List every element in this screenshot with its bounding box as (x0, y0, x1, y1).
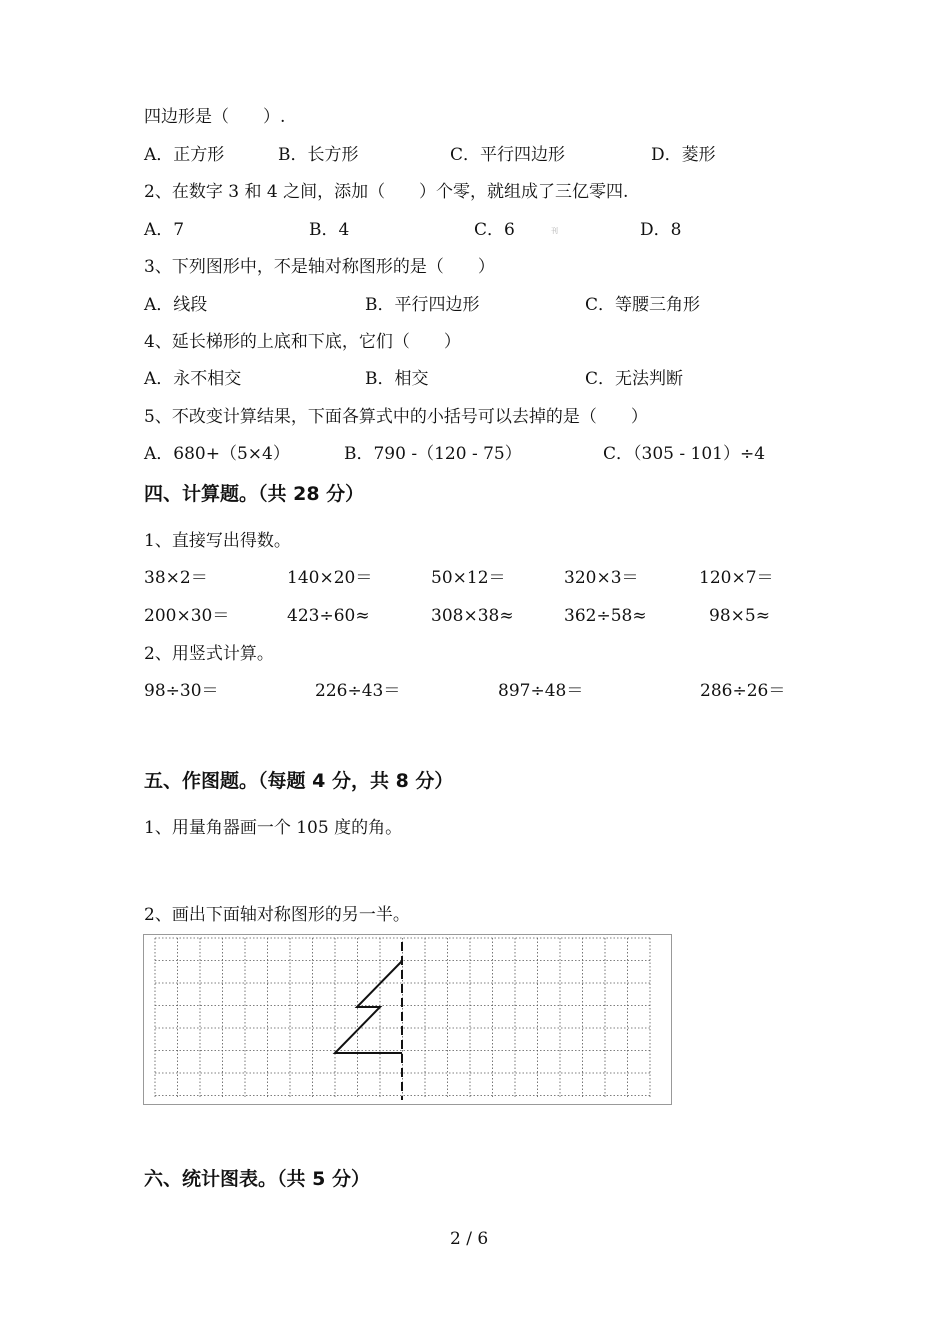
calc-item: 120×7＝ (699, 568, 774, 588)
section-5-title: 五、作图题。（每题 4 分，共 8 分） (144, 770, 454, 792)
calc-item: 140×20＝ (287, 568, 373, 588)
option-a: A．线段 (144, 295, 208, 315)
option-a: A．680+（5×4） (144, 444, 290, 464)
section-5-part-2: 2、画出下面轴对称图形的另一半。 (144, 905, 410, 925)
option-c: C．平行四边形 (450, 145, 566, 165)
question-stem: 四边形是（ ）. (144, 107, 286, 127)
calc-item: 320×3＝ (564, 568, 639, 588)
option-a: A．正方形 (144, 145, 225, 165)
calc-item: 362÷58≈ (564, 606, 647, 626)
option-c: C．等腰三角形 (585, 295, 701, 315)
option-b: B．长方形 (278, 145, 359, 165)
calc-item: 98÷30＝ (144, 681, 219, 701)
question-2-stem: 2、在数字 3 和 4 之间，添加（ ）个零，就组成了三亿零四. (144, 182, 629, 202)
question-4-stem: 4、延长梯形的上底和下底，它们（ ） (144, 332, 461, 352)
option-a: A．7 (144, 220, 185, 240)
option-d: D．8 (640, 220, 682, 240)
question-3-stem: 3、下列图形中，不是轴对称图形的是（ ） (144, 257, 495, 277)
calc-item: 38×2＝ (144, 568, 208, 588)
calc-item: 308×38≈ (431, 606, 514, 626)
option-b: B．790 -（120 - 75） (344, 444, 522, 464)
calc-item: 226÷43＝ (315, 681, 401, 701)
calc-item: 200×30＝ (144, 606, 230, 626)
section-5-part-1: 1、用量角器画一个 105 度的角。 (144, 818, 403, 838)
section-4-part-2: 2、用竖式计算。 (144, 644, 274, 664)
option-a: A．永不相交 (144, 369, 242, 389)
option-b: B．相交 (365, 369, 429, 389)
option-d: D．菱形 (651, 145, 716, 165)
option-c: C．无法判断 (585, 369, 684, 389)
page-number: 2 / 6 (450, 1229, 489, 1249)
section-6-title: 六、统计图表。（共 5 分） (144, 1168, 370, 1190)
option-b: B．4 (309, 220, 350, 240)
symmetry-grid-figure (143, 934, 673, 1106)
stray-mark: 刊 (551, 227, 558, 235)
calc-item: 897÷48＝ (498, 681, 584, 701)
question-5-stem: 5、不改变计算结果，下面各算式中的小括号可以去掉的是（ ） (144, 407, 648, 427)
section-4-title: 四、计算题。（共 28 分） (144, 483, 365, 505)
calc-item: 423÷60≈ (287, 606, 370, 626)
option-b: B．平行四边形 (365, 295, 480, 315)
option-c: C．（305 - 101）÷4 (603, 444, 766, 464)
calc-item: 98×5≈ (709, 606, 770, 626)
option-c: C．6 (474, 220, 515, 240)
calc-item: 50×12＝ (431, 568, 506, 588)
calc-item: 286÷26＝ (700, 681, 786, 701)
section-4-part-1: 1、直接写出得数。 (144, 531, 291, 551)
